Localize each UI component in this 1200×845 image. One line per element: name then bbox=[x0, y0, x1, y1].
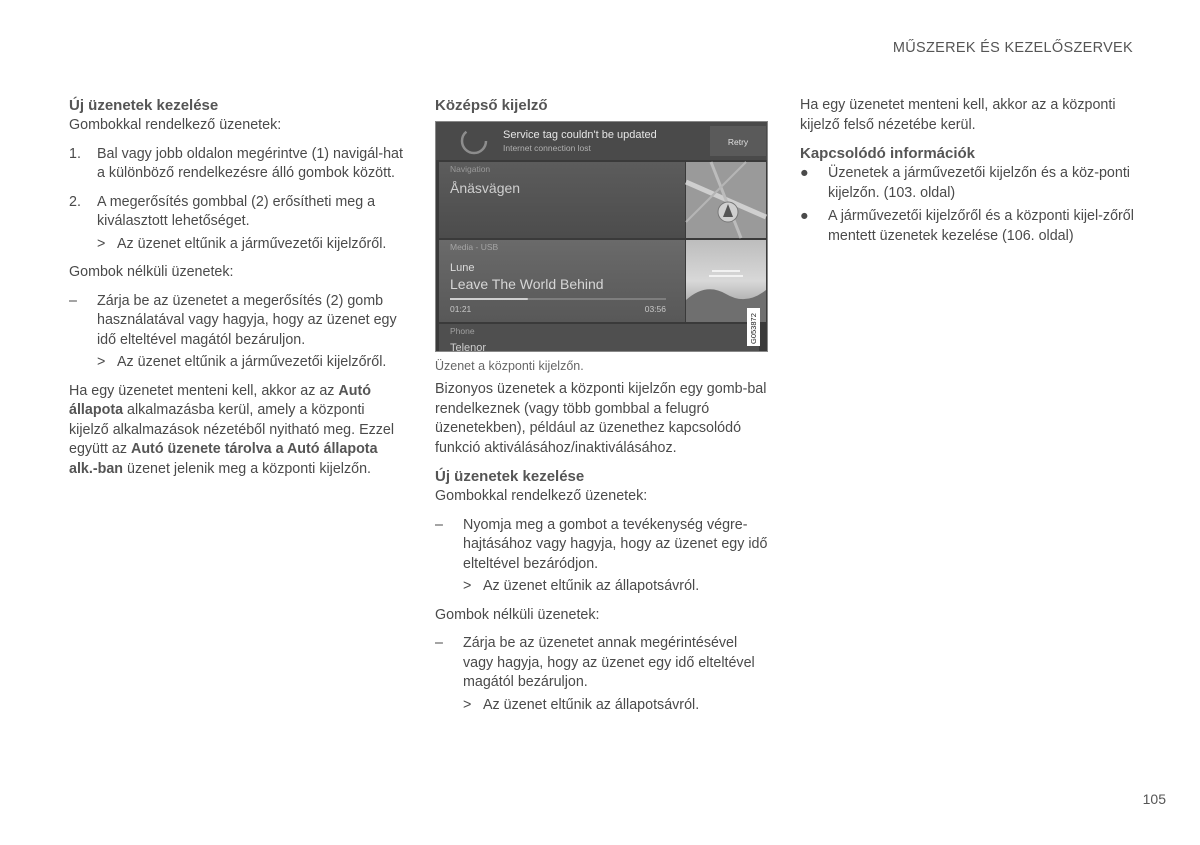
result-marker: > bbox=[463, 578, 472, 594]
intro-text: Gombokkal rendelkező üzenetek: bbox=[69, 117, 282, 133]
link-text[interactable]: A járművezetői kijelzőről és a központi kijel-zőről mentett üzenetek kezelése (106. oldal) bbox=[828, 208, 1134, 244]
related-link-2[interactable] bbox=[800, 207, 1135, 246]
message-name: Autó üzenete tárolva a Autó állapota alk.-ban bbox=[69, 441, 378, 477]
item-text: Nyomja meg a gombot a tevékenység végre-hajtásához vagy hagyja, hogy az üzenet egy idő elteltével bezáródjon. bbox=[463, 516, 768, 572]
column-2 bbox=[435, 96, 770, 715]
intro-text: Gombokkal rendelkező üzenetek: bbox=[435, 488, 648, 504]
dash-marker: – bbox=[435, 635, 443, 651]
dash-item bbox=[69, 292, 404, 351]
media-label: Media - USB bbox=[450, 242, 499, 252]
nav-destination: Ånäsvägen bbox=[450, 180, 521, 196]
time-elapsed: 01:21 bbox=[450, 304, 472, 314]
intro-text-2: Gombok nélküli üzenetek: bbox=[69, 264, 234, 280]
step-text: A megerősítés gombbal (2) erősítheti meg a kiválasztott lehetőséget. bbox=[97, 193, 376, 229]
result-text: Az üzenet eltűnik a járművezetői kijelzőről. bbox=[117, 354, 387, 370]
dash-item bbox=[435, 516, 770, 575]
related-info-heading: Kapcsolódó információk bbox=[800, 145, 976, 162]
dash-item bbox=[435, 634, 770, 693]
dash-marker: – bbox=[435, 516, 443, 533]
related-link-1[interactable] bbox=[800, 164, 1135, 203]
result-text: Az üzenet eltűnik a járművezetői kijelzőről. bbox=[117, 235, 387, 252]
result-marker: > bbox=[97, 235, 106, 252]
result-text: Az üzenet eltűnik az állapotsávról. bbox=[483, 578, 700, 594]
step-number: 2. bbox=[69, 193, 81, 210]
column-3 bbox=[800, 96, 1135, 246]
section-heading: Új üzenetek kezelése bbox=[69, 97, 219, 114]
result-marker: > bbox=[97, 354, 106, 370]
bullet-marker: ● bbox=[800, 208, 809, 224]
intro-text-2: Gombok nélküli üzenetek: bbox=[435, 606, 600, 623]
column-1 bbox=[69, 96, 404, 479]
figure-caption: Üzenet a központi kijelzőn. bbox=[435, 359, 584, 373]
step-2 bbox=[69, 193, 404, 232]
bullet-marker: ● bbox=[800, 165, 809, 181]
result-line bbox=[69, 235, 404, 255]
center-display-screen bbox=[436, 122, 768, 352]
time-total: 03:56 bbox=[644, 304, 666, 314]
body-paragraph: Ha egy üzenetet menteni kell, akkor az a központi kijelző felső nézetébe kerül. bbox=[800, 97, 1116, 133]
item-text: Zárja be az üzenetet annak megérintésével vagy hagyja, hogy az üzenet egy idő elteltével magától bezáruljon. bbox=[463, 635, 755, 690]
para-text: Ha egy üzenetet menteni kell, akkor az az bbox=[69, 382, 339, 399]
result-line bbox=[69, 353, 404, 373]
retry-label: Retry bbox=[727, 137, 749, 147]
section-heading: Középső kijelző bbox=[435, 97, 548, 114]
body-paragraph: Bizonyos üzenetek a központi kijelzőn egy gomb-bal rendelkeznek (vagy több gombbal a felugró üzenetekben), például az üzenethez kapcsolódó funkció aktiválásához/inaktiválásához. bbox=[435, 381, 767, 456]
message-subtitle: Internet connection lost bbox=[503, 143, 591, 153]
para-text: üzenet jelenik meg a központi kijelzőn. bbox=[123, 460, 371, 477]
track-title: Leave The World Behind bbox=[450, 276, 604, 292]
step-1 bbox=[69, 145, 404, 184]
progress-fill bbox=[450, 298, 528, 300]
figure-code: G053872 bbox=[749, 313, 758, 344]
running-header: MŰSZEREK ÉS KEZELŐSZERVEK bbox=[892, 40, 1133, 56]
item-text: Zárja be az üzenetet a megerősítés (2) gomb használatával vagy hagyja, hogy az üzenet egy idő elteltével magától bezáruljon. bbox=[97, 292, 397, 348]
storage-paragraph bbox=[69, 382, 404, 480]
nav-label: Navigation bbox=[450, 164, 491, 174]
dash-marker: – bbox=[69, 292, 77, 309]
result-line bbox=[435, 696, 770, 716]
artist-name: Lune bbox=[450, 262, 475, 274]
phone-label: Phone bbox=[450, 326, 475, 336]
message-title: Service tag couldn't be updated bbox=[503, 129, 657, 141]
page-number: 105 bbox=[1142, 791, 1166, 807]
app-name: Autó állapota bbox=[69, 382, 371, 418]
result-marker: > bbox=[463, 696, 472, 713]
step-text: Bal vagy jobb oldalon megérintve (1) navigál-hat a különböző rendelkezésre álló gombok között. bbox=[97, 145, 403, 181]
step-number: 1. bbox=[69, 145, 81, 162]
carrier-name: Telenor bbox=[450, 342, 487, 352]
result-text: Az üzenet eltűnik az állapotsávról. bbox=[483, 696, 700, 713]
link-text[interactable]: Üzenetek a járművezetői kijelzőn és a köz-ponti kijelzőn. (103. oldal) bbox=[828, 165, 1130, 201]
center-display-figure bbox=[435, 121, 768, 352]
para-text: alkalmazásba kerül, amely a központi kijelző alkalmazások nézetéből nyitható meg. Ezzel együtt az bbox=[69, 402, 395, 457]
map-thumbnail bbox=[686, 162, 766, 238]
result-line bbox=[435, 577, 770, 597]
section-heading-2: Új üzenetek kezelése bbox=[435, 468, 585, 485]
phone-tile[interactable] bbox=[439, 324, 759, 352]
